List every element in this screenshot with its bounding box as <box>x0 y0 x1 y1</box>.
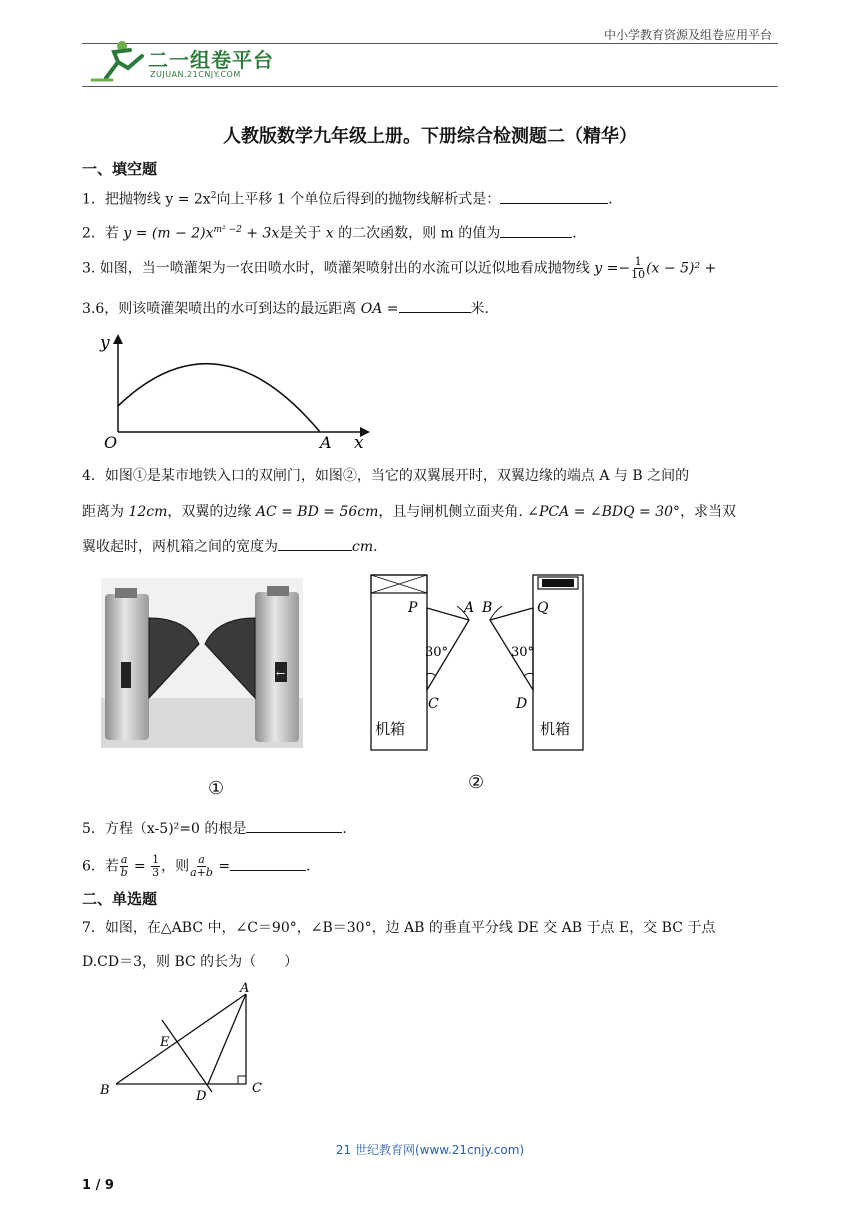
gate-diagram <box>366 570 588 752</box>
axis-y-label: y <box>100 333 110 353</box>
logo-title: 二一组卷平台 <box>148 48 274 72</box>
question-6: 6．若 $\frac{a}{b}$ = $\frac{1}{3}$ ，则 $\frac{a}{a+b}$ = ． <box>82 853 321 879</box>
machine-box-left: 机箱 <box>375 720 406 738</box>
header-divider-bottom <box>82 86 778 87</box>
point-p-label: P <box>408 600 418 616</box>
gate-photo <box>101 578 303 748</box>
triangle-figure <box>96 980 276 1104</box>
answer-blank-4[interactable] <box>278 536 352 551</box>
question-7-line2: D.CD＝3，则 BC 的长为（ ） <box>82 954 299 970</box>
vertex-c-label: C <box>252 1081 262 1096</box>
question-7-line1: 7．如图，在△ABC 中，∠C＝90°，∠B＝30°，边 AB 的垂直平分线 DE 交 AB 于点 E，交 BC 于点 <box>82 920 716 936</box>
footer-source-link[interactable]: 21 世纪教育网(www.21cnjy.com) <box>335 1143 525 1157</box>
point-b-label: B <box>482 600 493 616</box>
point-c-label: C <box>428 696 439 712</box>
question-5: 5．方程（x-5)²=0 的根是 ． <box>82 818 356 839</box>
vertex-a-label: A <box>240 981 250 996</box>
logo-subtitle: ZUJUAN.21CNJY.COM <box>150 70 241 79</box>
question-1: 1．把抛物线 $y = 2x^2$向上平移 1 个单位后得到的抛物线解析式是： ． <box>82 186 622 210</box>
question-3-line1: 3. 如图，当一喷灌架为一农田喷水时，喷灌架喷射出的水流可以近似地看成抛物线 y =− $\frac{1}{10}$ (x − 5)² + <box>82 255 717 281</box>
machine-box-right: 机箱 <box>540 720 571 738</box>
question-4-line1: 4．如图①是某市地铁入口的双闸门，如图②，当它的双翼展开时，双翼边缘的端点 A 与 B 之间的 <box>82 468 690 484</box>
question-4-line3: 翼收起时，两机箱之间的宽度为 cm． <box>82 536 387 557</box>
point-d-label: D <box>516 696 528 712</box>
figure-1-caption: ① <box>208 778 225 799</box>
page-title: 人教版数学九年级上册。下册综合检测题二（精华） <box>223 126 637 147</box>
point-a-label: A <box>464 600 475 616</box>
answer-blank-2[interactable] <box>500 223 572 238</box>
question-2: 2．若 $y = (m - 2)x^{m^2 -2} + 3x$是关于 x 的二次函数，则 m 的值为 ． <box>82 220 586 244</box>
point-d-label: D <box>196 1089 207 1104</box>
page-number: 1 / 9 <box>82 1178 114 1193</box>
parabola-figure <box>98 330 378 452</box>
point-q-label: Q <box>537 600 549 616</box>
figure-2-caption: ② <box>468 772 485 793</box>
axis-x-label: x <box>354 433 364 452</box>
vertex-b-label: B <box>100 1083 110 1098</box>
answer-blank-5[interactable] <box>246 818 342 833</box>
question-4-line2: 距离为 12cm，双翼的边缘 AC = BD = 56cm，且与闸机侧立面夹角. ∠PCA = ∠BDQ = 30°，求当双 <box>82 504 737 520</box>
platform-name: 中小学教育资源及组卷应用平台 <box>603 28 772 42</box>
point-e-label: E <box>160 1035 170 1050</box>
answer-blank-3[interactable] <box>399 298 471 313</box>
point-a-label: A <box>320 433 332 452</box>
answer-blank-1[interactable] <box>500 189 608 204</box>
angle-label-right: 30° <box>511 645 535 660</box>
question-3-line2: 3.6，则该喷灌架喷出的水可到达的最远距离 OA = 米． <box>82 298 499 319</box>
answer-blank-6[interactable] <box>230 856 306 871</box>
section-fill-heading: 一、填空题 <box>82 160 158 178</box>
origin-label: O <box>104 433 118 452</box>
section-single-heading: 二、单选题 <box>82 890 158 908</box>
angle-label-left: 30° <box>425 645 449 660</box>
arrow-icon: ← <box>276 667 286 680</box>
